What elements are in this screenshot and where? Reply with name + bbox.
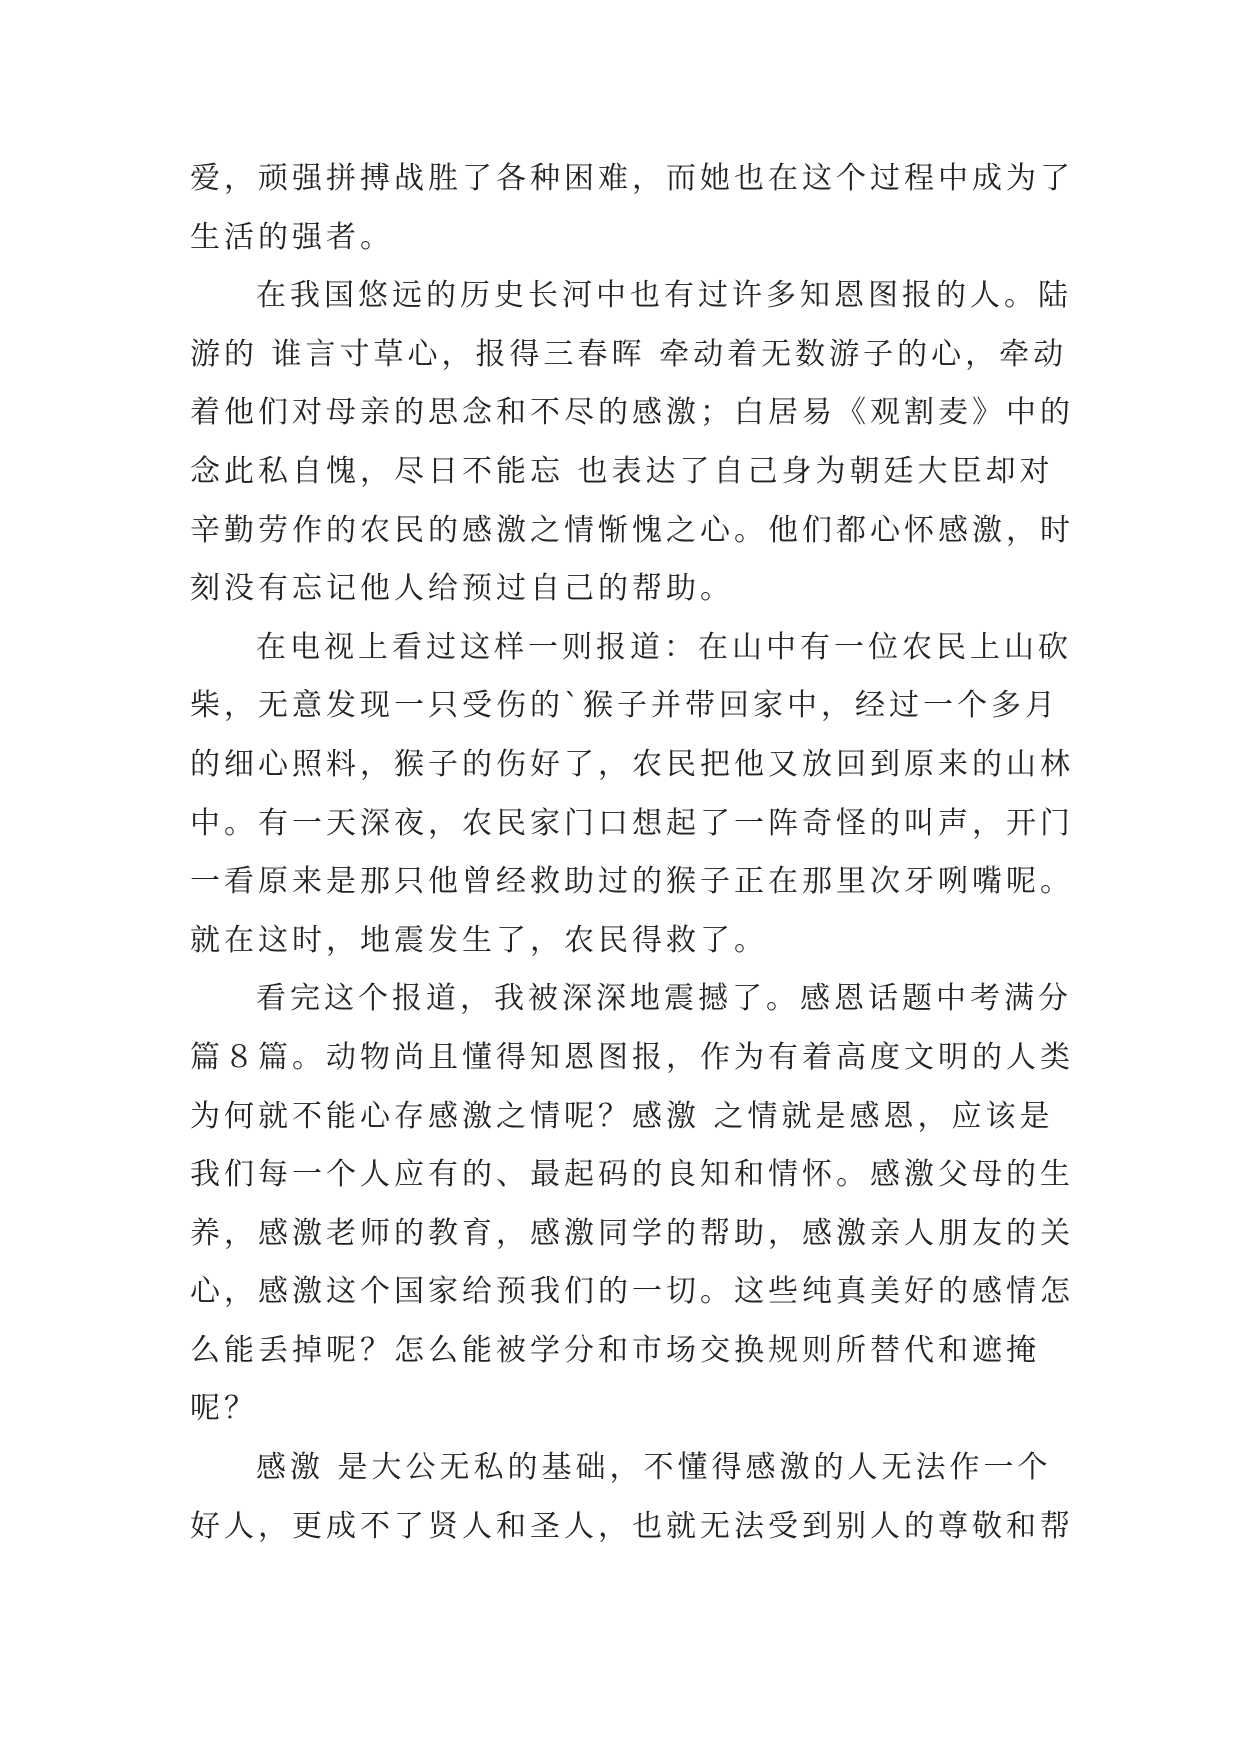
paragraph-start-line: 在电视上看过这样一则报道：在山中有一位农民上山砍: [256, 629, 1072, 665]
text-line: 我们每一个人应有的、最起码的良知和情怀。感激父母的生: [190, 1157, 1074, 1193]
text-line: 一看原来是那只他曾经救助过的猴子正在那里次牙咧嘴呢。: [190, 864, 1074, 900]
text-line: 么能丢掉呢？怎么能被学分和市场交换规则所替代和遮掩: [190, 1332, 1040, 1368]
text-line: 就在这时，地震发生了，农民得救了。: [190, 922, 768, 958]
text-line: 为何就不能心存感激之情呢？感激 之情就是感恩，应该是: [190, 1098, 1054, 1134]
text-line: 柴，无意发现一只受伤的`猴子并带回家中，经过一个多月: [190, 688, 1059, 724]
text-line: 呢？: [190, 1391, 258, 1427]
body-text: [190, 150, 1080, 1556]
text-line: 着他们对母亲的思念和不尽的感激；白居易《观割麦》中的: [190, 395, 1074, 431]
text-line: 生活的强者。: [190, 219, 394, 255]
text-line: 念此私自愧，尽日不能忘 也表达了自己身为朝廷大臣却对: [190, 453, 1054, 489]
paragraph-start-line: 看完这个报道，我被深深地震撼了。感恩话题中考满分: [256, 981, 1072, 1017]
text-line: 游的 谁言寸草心，报得三春晖 牵动着无数游子的心，牵动: [190, 336, 1068, 372]
text-line: 辛勤劳作的农民的感激之情惭愧之心。他们都心怀感激，时: [190, 512, 1074, 548]
text-line: 爱，顽强拼搏战胜了各种困难，而她也在这个过程中成为了: [190, 161, 1074, 196]
paragraph-start-line: 在我国悠远的历史长河中也有过许多知恩图报的人。陆: [256, 278, 1072, 314]
text-line: 心，感激这个国家给预我们的一切。这些纯真美好的感情怎: [190, 1274, 1074, 1310]
paragraph-start-line: 感激 是大公无私的基础，不懂得感激的人无法作一个: [256, 1450, 1052, 1486]
text-line: 好人，更成不了贤人和圣人，也就无法受到别人的尊敬和帮: [190, 1508, 1074, 1544]
text-line: 养，感激老师的教育，感激同学的帮助，感激亲人朋友的关: [190, 1215, 1074, 1251]
text-line: 刻没有忘记他人给预过自己的帮助。: [190, 571, 734, 607]
text-line: 中。有一天深夜，农民家门口想起了一阵奇怪的叫声，开门: [190, 805, 1074, 841]
text-line: 的细心照料，猴子的伤好了，农民把他又放回到原来的山林: [190, 746, 1074, 782]
text-line: 篇８篇。动物尚且懂得知恩图报，作为有着高度文明的人类: [190, 1039, 1074, 1075]
